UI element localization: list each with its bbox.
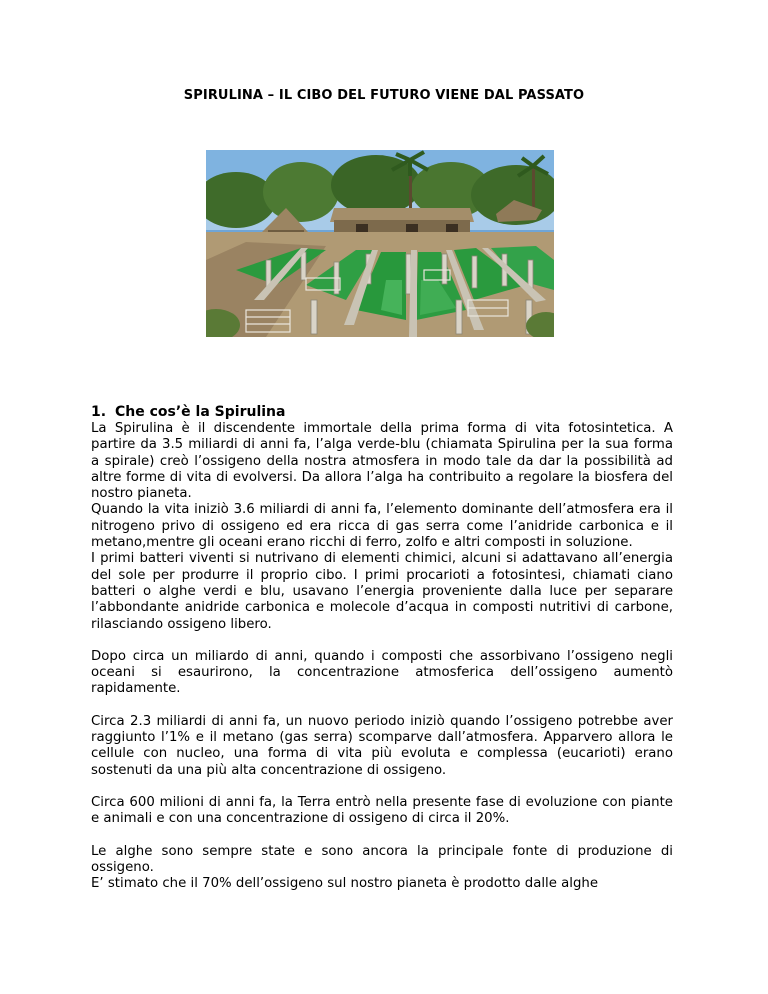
paragraph: E’ stimato che il 70% dell’ossigeno sul nostro pianeta è prodotto dalle alghe <box>91 876 599 892</box>
section-heading-text: Che cos’è la Spirulina <box>115 404 286 420</box>
paragraph: Dopo circa un miliardo di anni, quando i composti che assorbivano l’ossigeno negli oceani si esaurirono, la concentrazione atmosferica dell’ossigeno aumentò rapidamente. <box>91 648 673 697</box>
paragraph: Circa 2.3 miliardi di anni fa, un nuovo periodo iniziò quando l’ossigeno potrebbe aver raggiunto l’1% e il metano (gas serra) scomparve dall’atmosfera. Apparvero allora le cellule con nucleo, una forma di vita più evoluta e complessa (eucarioti) erano sostenuti da una più alta concentrazione di ossigeno. <box>91 713 673 778</box>
farm-illustration <box>206 150 554 337</box>
paragraph: La Spirulina è il discendente immortale della prima forma di vita fotosintetica. A partire da 3.5 miliardi di anni fa, l’alga verde-blu (chiamata Spirulina per la sua forma a spirale) creò l’ossigeno della nostra atmosfera in modo tale da dar la possibilità ad altre forme di vita di evolversi. Da allora l’alga ha contribuito a regolare la biosfera del nostro pianeta. <box>91 421 673 502</box>
spirulina-farm-photo <box>206 150 554 337</box>
section-number: 1. <box>91 404 107 420</box>
paragraph: Le alghe sono sempre state e sono ancora la principale fonte di produzione di ossigeno. <box>91 843 673 875</box>
paragraph: I primi batteri viventi si nutrivano di elementi chimici, alcuni si adattavano all’energia del sole per produrre il proprio cibo. I primi procarioti a fotosintesi, chiamati ciano batteri o alghe verdi e blu, usavano l’energia proveniente dalla luce per separare l’abbondante anidride carbonica e molecole d’acqua in composti nutritivi di carbone, rilasciando ossigeno libero. <box>91 551 673 632</box>
document-title: SPIRULINA – IL CIBO DEL FUTURO VIENE DAL PASSATO <box>183 88 585 103</box>
paragraph: Quando la vita iniziò 3.6 miliardi di anni fa, l’elemento dominante dell’atmosfera era il nitrogeno privo di ossigeno ed era ricca di gas serra come l’anidride carbonica e il metano,mentre gli oceani erano ricchi di ferro, zolfo e altri composti in soluzione. <box>91 502 673 551</box>
section-heading <box>91 404 673 421</box>
document-body <box>91 404 673 892</box>
paragraph: Circa 600 milioni di anni fa, la Terra entrò nella presente fase di evoluzione con piante e animali e con una concentrazione di ossigeno di circa il 20%. <box>91 794 673 827</box>
